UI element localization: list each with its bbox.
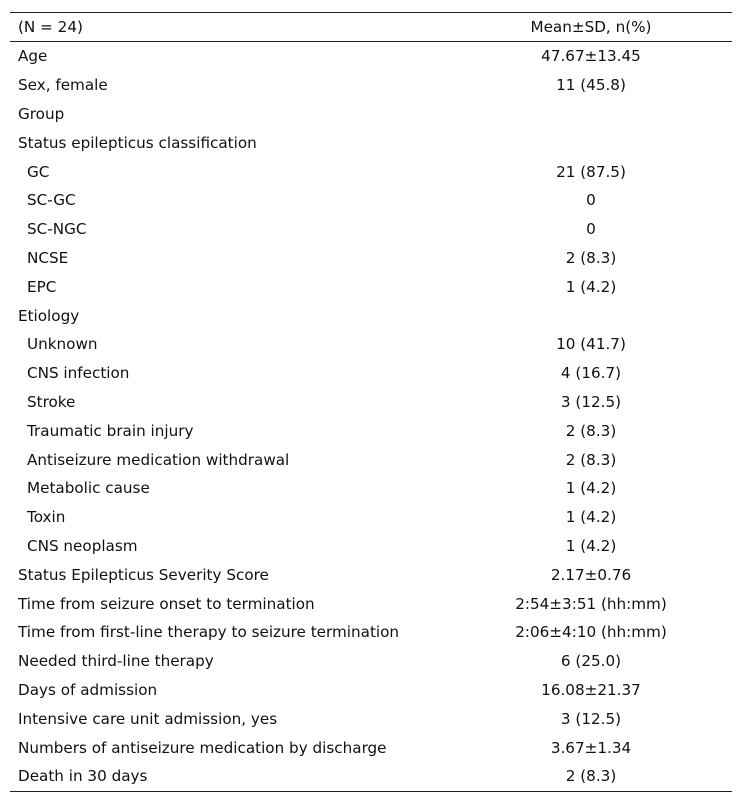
- row-label: EPC: [27, 277, 57, 296]
- row-label: Etiology: [18, 306, 80, 325]
- row-value: 1 (4.2): [565, 479, 617, 498]
- table-body: [10, 42, 732, 792]
- row-label: Status Epilepticus Severity Score: [18, 565, 269, 584]
- row-label: Time from seizure onset to termination: [18, 594, 315, 613]
- row-value: 1 (4.2): [565, 508, 617, 527]
- row-label: SC-GC: [27, 191, 76, 210]
- table-row: [10, 618, 732, 647]
- row-value: 11 (45.8): [556, 76, 626, 95]
- table-row: [10, 704, 732, 733]
- row-value: 16.08±21.37: [541, 680, 641, 699]
- row-label: Days of admission: [18, 680, 158, 699]
- row-label: Numbers of antiseizure medication by discharge: [18, 738, 387, 757]
- table-row: [10, 733, 732, 762]
- row-value: 3.67±1.34: [550, 738, 632, 757]
- row-value: 0: [586, 191, 596, 210]
- table-row: [10, 244, 732, 273]
- row-label: CNS infection: [27, 364, 130, 383]
- table-row: [10, 215, 732, 244]
- row-value: 2 (8.3): [565, 248, 617, 267]
- table-row: [10, 560, 732, 589]
- row-label: Sex, female: [18, 76, 108, 95]
- row-value: 2:54±3:51 (hh:mm): [515, 594, 667, 613]
- row-label: Age: [18, 47, 48, 66]
- table-row: [10, 532, 732, 561]
- table-header: [10, 13, 732, 42]
- table-row: [10, 416, 732, 445]
- table-row: [10, 186, 732, 215]
- row-value: 3 (12.5): [560, 709, 622, 728]
- row-label: Stroke: [27, 392, 76, 411]
- header-row: [10, 13, 732, 42]
- row-label: Intensive care unit admission, yes: [18, 709, 278, 728]
- row-label: Time from first-line therapy to seizure termination: [18, 623, 400, 642]
- table-row: [10, 42, 732, 71]
- row-value: 1 (4.2): [565, 536, 617, 555]
- row-value: 6 (25.0): [560, 652, 622, 671]
- characteristics-table-container: [10, 12, 732, 792]
- row-value: 10 (41.7): [556, 335, 626, 354]
- row-value: [450, 301, 732, 330]
- table-row: [10, 474, 732, 503]
- row-value: 2 (8.3): [565, 767, 617, 786]
- row-value: 2:06±4:10 (hh:mm): [515, 623, 667, 642]
- row-label: Group: [18, 104, 65, 123]
- table-row: [10, 128, 732, 157]
- table-row: [10, 157, 732, 186]
- row-value: 1 (4.2): [565, 277, 617, 296]
- table-row: [10, 445, 732, 474]
- row-label: SC-NGC: [27, 220, 87, 239]
- row-value: 2.17±0.76: [550, 565, 632, 584]
- row-label: Status epilepticus classification: [18, 133, 257, 152]
- table-row: [10, 359, 732, 388]
- row-label: Antiseizure medication withdrawal: [27, 450, 290, 469]
- table-row: [10, 676, 732, 705]
- row-label: CNS neoplasm: [27, 536, 138, 555]
- table-row: [10, 301, 732, 330]
- header-value-cell: Mean±SD, n(%): [530, 18, 652, 36]
- table-row: [10, 330, 732, 359]
- table-row: [10, 71, 732, 100]
- row-label: Toxin: [27, 508, 66, 527]
- row-value: 21 (87.5): [556, 162, 626, 181]
- table-row: [10, 272, 732, 301]
- row-label: Needed third-line therapy: [18, 652, 214, 671]
- header-label-cell: (N = 24): [18, 18, 83, 36]
- row-label: GC: [27, 162, 50, 181]
- row-value: 47.67±13.45: [541, 47, 641, 66]
- table-row: [10, 762, 732, 791]
- row-value: 4 (16.7): [560, 364, 622, 383]
- row-value: [450, 100, 732, 129]
- row-label: Unknown: [27, 335, 98, 354]
- row-label: Traumatic brain injury: [27, 421, 194, 440]
- row-value: 0: [586, 220, 596, 239]
- row-value: 3 (12.5): [560, 392, 622, 411]
- row-label: NCSE: [27, 248, 69, 267]
- row-value: 2 (8.3): [565, 450, 617, 469]
- row-value: [450, 128, 732, 157]
- characteristics-table: [10, 12, 732, 792]
- row-value: 2 (8.3): [565, 421, 617, 440]
- row-label: Metabolic cause: [27, 479, 150, 498]
- table-row: [10, 589, 732, 618]
- table-row: [10, 388, 732, 417]
- table-row: [10, 100, 732, 129]
- table-row: [10, 647, 732, 676]
- table-row: [10, 503, 732, 532]
- row-label: Death in 30 days: [18, 767, 148, 786]
